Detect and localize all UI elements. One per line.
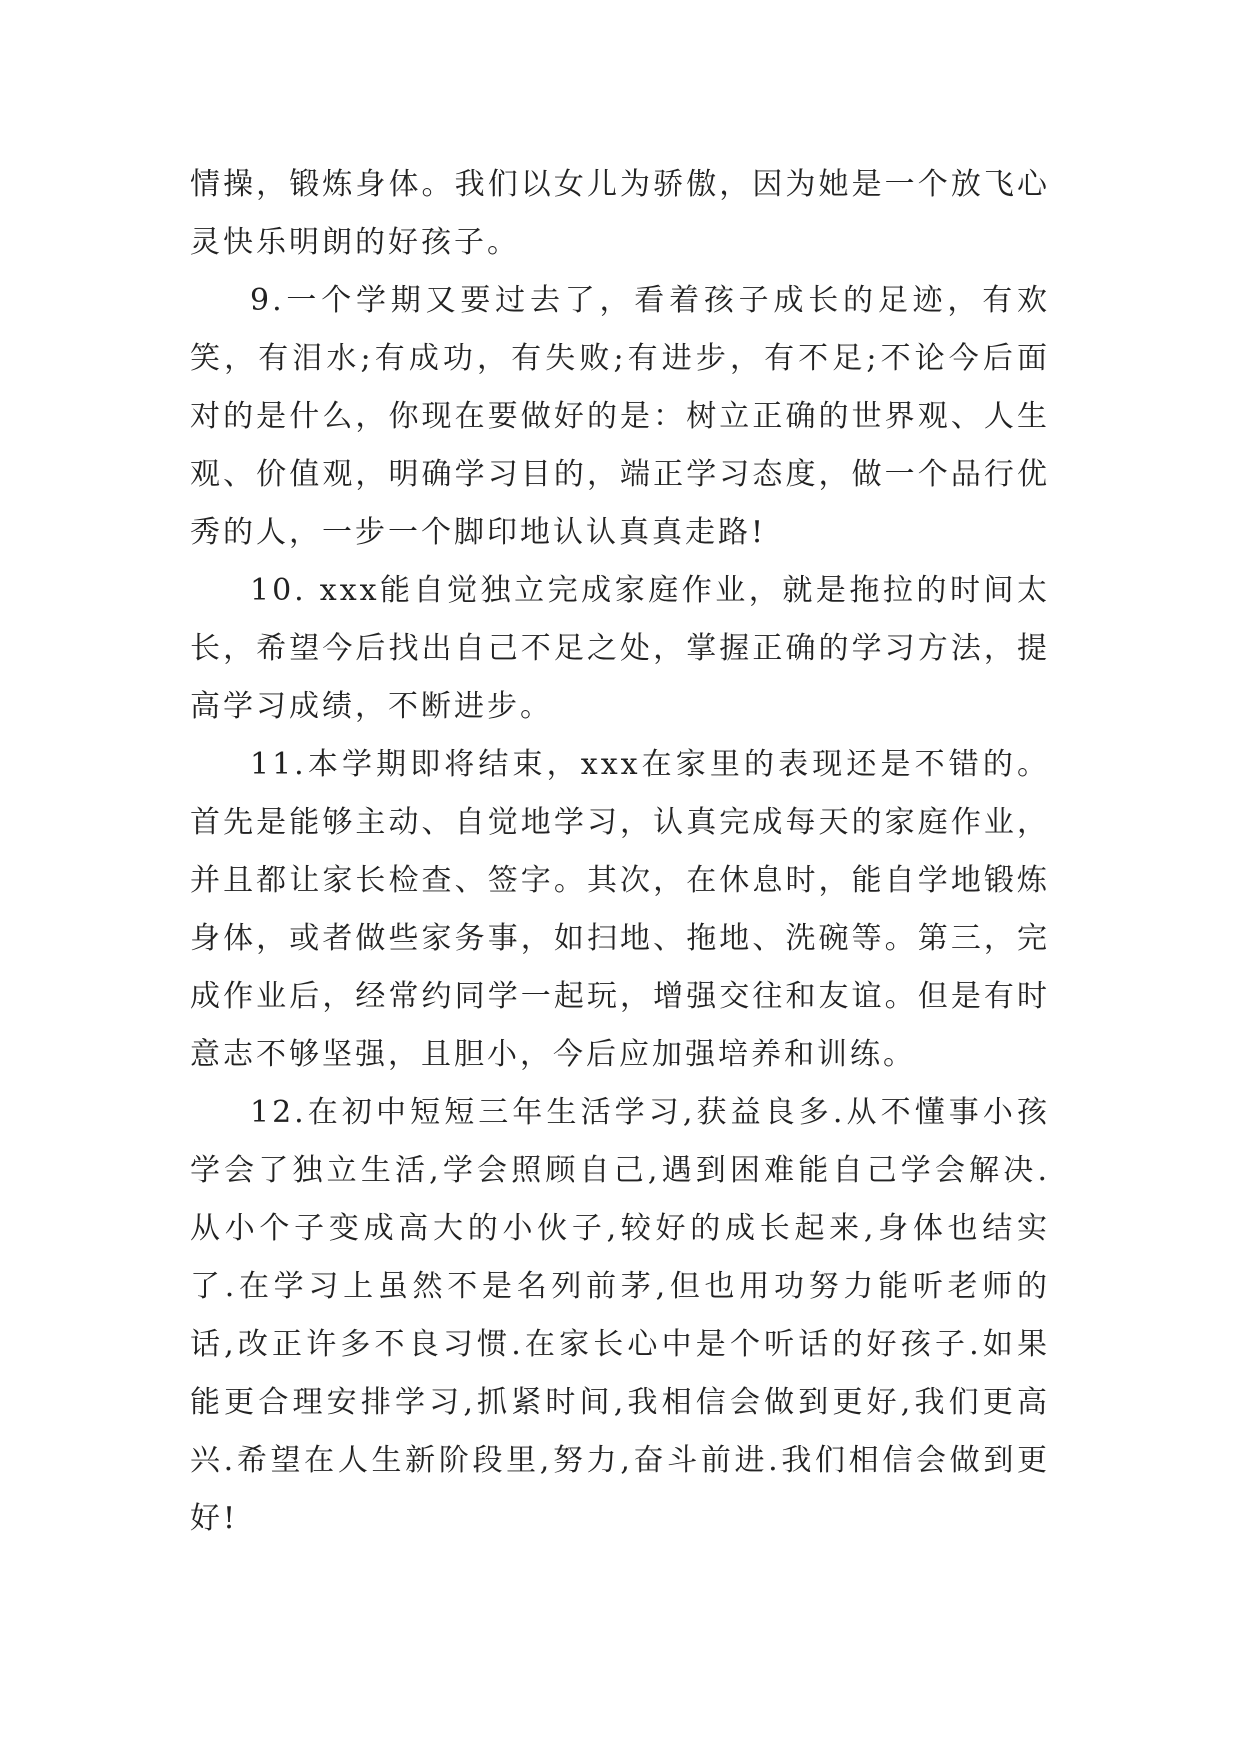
paragraph-11: 11.本学期即将结束，xxx在家里的表现还是不错的。首先是能够主动、自觉地学习，认真完成每天的家庭作业，并且都让家长检查、签字。其次，在休息时，能自学地锻炼身体，或者做些家务事，如扫地、拖地、洗碗等。第三，完成作业后，经常约同学一起玩，增强交往和友谊。但是有时意志不够坚强，且胆小，今后应加强培养和训练。 [190, 747, 1050, 1072]
paragraph-9: 9.一个学期又要过去了，看着孩子成长的足迹，有欢笑，有泪水;有成功，有失败;有进步，有不足;不论今后面对的是什么，你现在要做好的是：树立正确的世界观、人生观、价值观，明确学习目的，端正学习态度，做一个品行优秀的人，一步一个脚印地认认真真走路! [190, 283, 1050, 550]
paragraph-continuation: 情操，锻炼身体。我们以女儿为骄傲，因为她是一个放飞心灵快乐明朗的好孩子。 [190, 167, 1050, 260]
paragraph-10: 10. xxx能自觉独立完成家庭作业，就是拖拉的时间太长，希望今后找出自己不足之处，掌握正确的学习方法，提高学习成绩，不断进步。 [190, 573, 1050, 724]
paragraph-12: 12.在初中短短三年生活学习,获益良多.从不懂事小孩学会了独立生活,学会照顾自己,遇到困难能自己学会解决.从小个子变成高大的小伙子,较好的成长起来,身体也结实了.在学习上虽然不是名列前茅,但也用功努力能听老师的话,改正许多不良习惯.在家长心中是个听话的好孩子.如果能更合理安排学习,抓紧时间,我相信会做到更好,我们更高兴.希望在人生新阶段里,努力,奋斗前进.我们相信会做到更好! [190, 1095, 1050, 1536]
document-body [190, 156, 1050, 1548]
